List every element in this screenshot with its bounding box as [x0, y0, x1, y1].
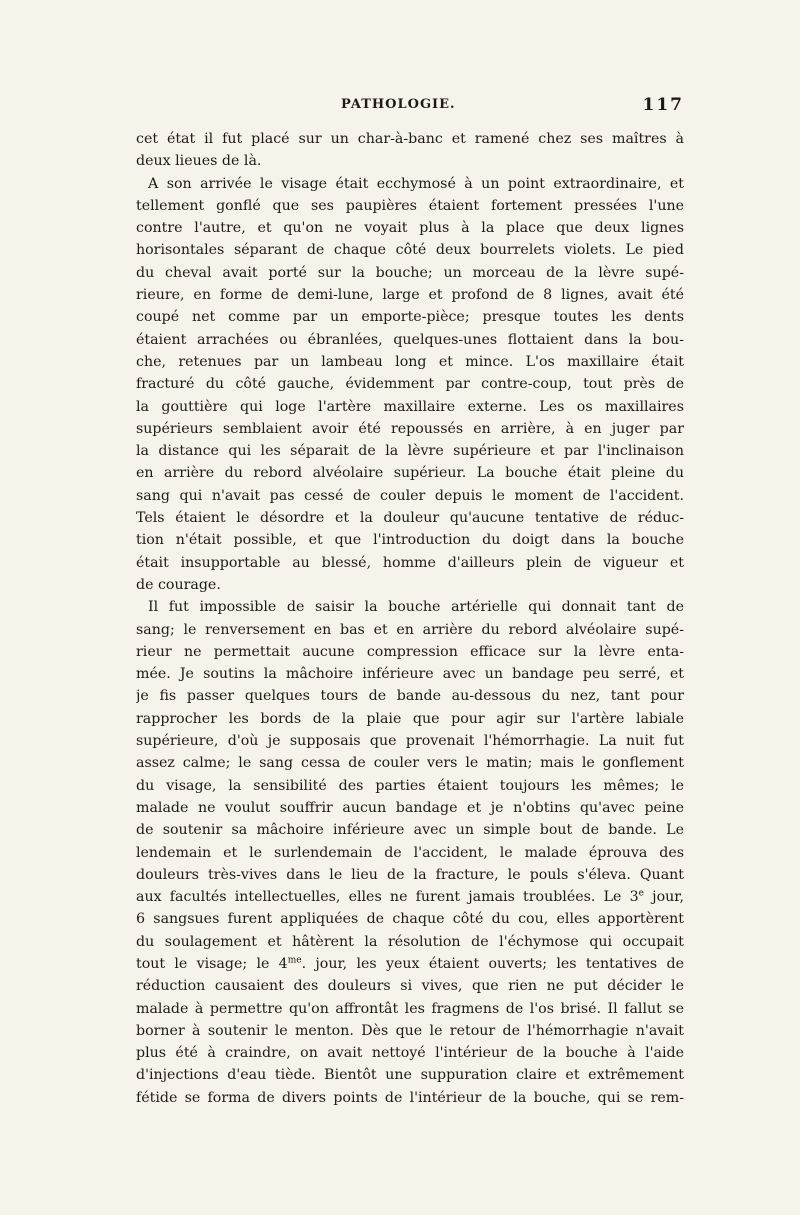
text-line: lendemain et le surlendemain de l'accident, le malade éprouva des: [136, 844, 684, 861]
text-segment: aux facultés intellectuelles, elles ne furent jamais troublées. Le 3: [136, 889, 639, 906]
text-line: supérieurs semblaient avoir été repoussés en arrière, à en juger par: [136, 420, 684, 437]
text-line: douleurs très-vives dans le lieu de la fracture, le pouls s'éleva. Quant: [136, 866, 684, 883]
text-segment: . jour, les yeux étaient ouverts; les tentatives de: [301, 955, 684, 972]
text-segment: jour,: [643, 889, 684, 906]
text-line: fracturé du côté gauche, évidemment par contre-coup, tout près de: [136, 376, 684, 393]
ordinal-superscript: e: [638, 888, 644, 899]
text-line: che, retenues par un lambeau long et mince. L'os maxillaire était: [136, 353, 684, 370]
text-line: rieure, en forme de demi-lune, large et profond de 8 lignes, avait été: [136, 287, 684, 304]
text-line: mée. Je soutins la mâchoire inférieure avec un bandage peu serré, et: [136, 666, 684, 683]
text-line: horisontales séparant de chaque côté deux bourrelets violets. Le pied: [136, 242, 684, 259]
text-line: Tels étaient le désordre et la douleur qu'aucune tentative de réduc-: [136, 510, 684, 527]
text-line: tellement gonflé que ses paupières étaient fortement pressées l'une: [136, 197, 684, 214]
text-line: du visage, la sensibilité des parties étaient toujours les mêmes; le: [136, 777, 684, 794]
text-line: malade ne voulut souffrir aucun bandage et je n'obtins qu'avec peine: [136, 799, 684, 816]
text-line: A son arrivée le visage était ecchymosé à un point extraordinaire, et: [148, 175, 684, 192]
text-line: du cheval avait porté sur la bouche; un morceau de la lèvre supé-: [136, 264, 684, 281]
text-line: 6 sangsues furent appliquées de chaque côté du cou, elles apportèrent: [136, 911, 684, 928]
text-line-with-ordinal: [136, 953, 684, 975]
text-line: fétide se forma de divers points de l'intérieur de la bouche, qui se rem-: [136, 1089, 684, 1106]
text-line: rapprocher les bords de la plaie que pour agir sur l'artère labiale: [136, 710, 684, 727]
text-line: assez calme; le sang cessa de couler vers le matin; mais le gonflement: [136, 755, 684, 772]
ordinal-superscript: me: [287, 955, 302, 966]
text-line: d'injections d'eau tiède. Bientôt une suppuration claire et extrêmement: [136, 1067, 684, 1084]
text-line: supérieure, d'où je supposais que provenait l'hémorrhagie. La nuit fut: [136, 733, 684, 750]
text-line: en arrière du rebord alvéolaire supérieur. La bouche était pleine du: [136, 465, 684, 482]
text-line: de soutenir sa mâchoire inférieure avec un simple bout de bande. Le: [136, 822, 684, 839]
text-line: tion n'était possible, et que l'introduction du doigt dans la bouche: [136, 532, 684, 549]
text-line: était insupportable au blessé, homme d'ailleurs plein de vigueur et: [136, 554, 684, 571]
text-line: coupé net comme par un emporte-pièce; presque toutes les dents: [136, 309, 684, 326]
text-line-with-ordinal: [136, 886, 684, 908]
body-text: [136, 128, 684, 1109]
text-line: je fis passer quelques tours de bande au-dessous du nez, tant pour: [136, 688, 684, 705]
running-head: PATHOLOGIE.: [341, 97, 456, 112]
text-line: étaient arrachées ou ébranlées, quelques-unes flottaient dans la bou-: [136, 331, 684, 348]
text-line: de courage.: [136, 576, 221, 593]
text-line: plus été à craindre, on avait nettoyé l'intérieur de la bouche à l'aide: [136, 1045, 684, 1062]
text-segment: tout le visage; le 4: [136, 955, 288, 972]
page-header: [136, 97, 684, 121]
text-line: sang qui n'avait pas cessé de couler depuis le moment de l'accident.: [136, 487, 684, 504]
text-line: Il fut impossible de saisir la bouche artérielle qui donnait tant de: [148, 599, 684, 616]
text-line: la distance qui les séparait de la lèvre supérieure et par l'inclinaison: [136, 443, 684, 460]
text-line: cet état il fut placé sur un char-à-banc et ramené chez ses maîtres à: [136, 131, 684, 147]
text-line: deux lieues de là.: [136, 153, 262, 170]
text-line: réduction causaient des douleurs si vives, que rien ne put décider le: [136, 978, 684, 995]
text-line: sang; le renversement en bas et en arrière du rebord alvéolaire supé-: [136, 621, 684, 638]
page-number: 117: [642, 95, 684, 115]
text-line: du soulagement et hâtèrent la résolution de l'échymose qui occupait: [136, 933, 684, 950]
text-line: contre l'autre, et qu'on ne voyait plus à la place que deux lignes: [136, 220, 684, 237]
text-line: malade à permettre qu'on affrontât les fragmens de l'os brisé. Il fallut se: [136, 1000, 684, 1017]
text-line: rieur ne permettait aucune compression efficace sur la lèvre enta-: [136, 643, 684, 660]
text-line: la gouttière qui loge l'artère maxillaire externe. Les os maxillaires: [136, 398, 684, 415]
text-line: borner à soutenir le menton. Dès que le retour de l'hémorrhagie n'avait: [136, 1022, 684, 1039]
